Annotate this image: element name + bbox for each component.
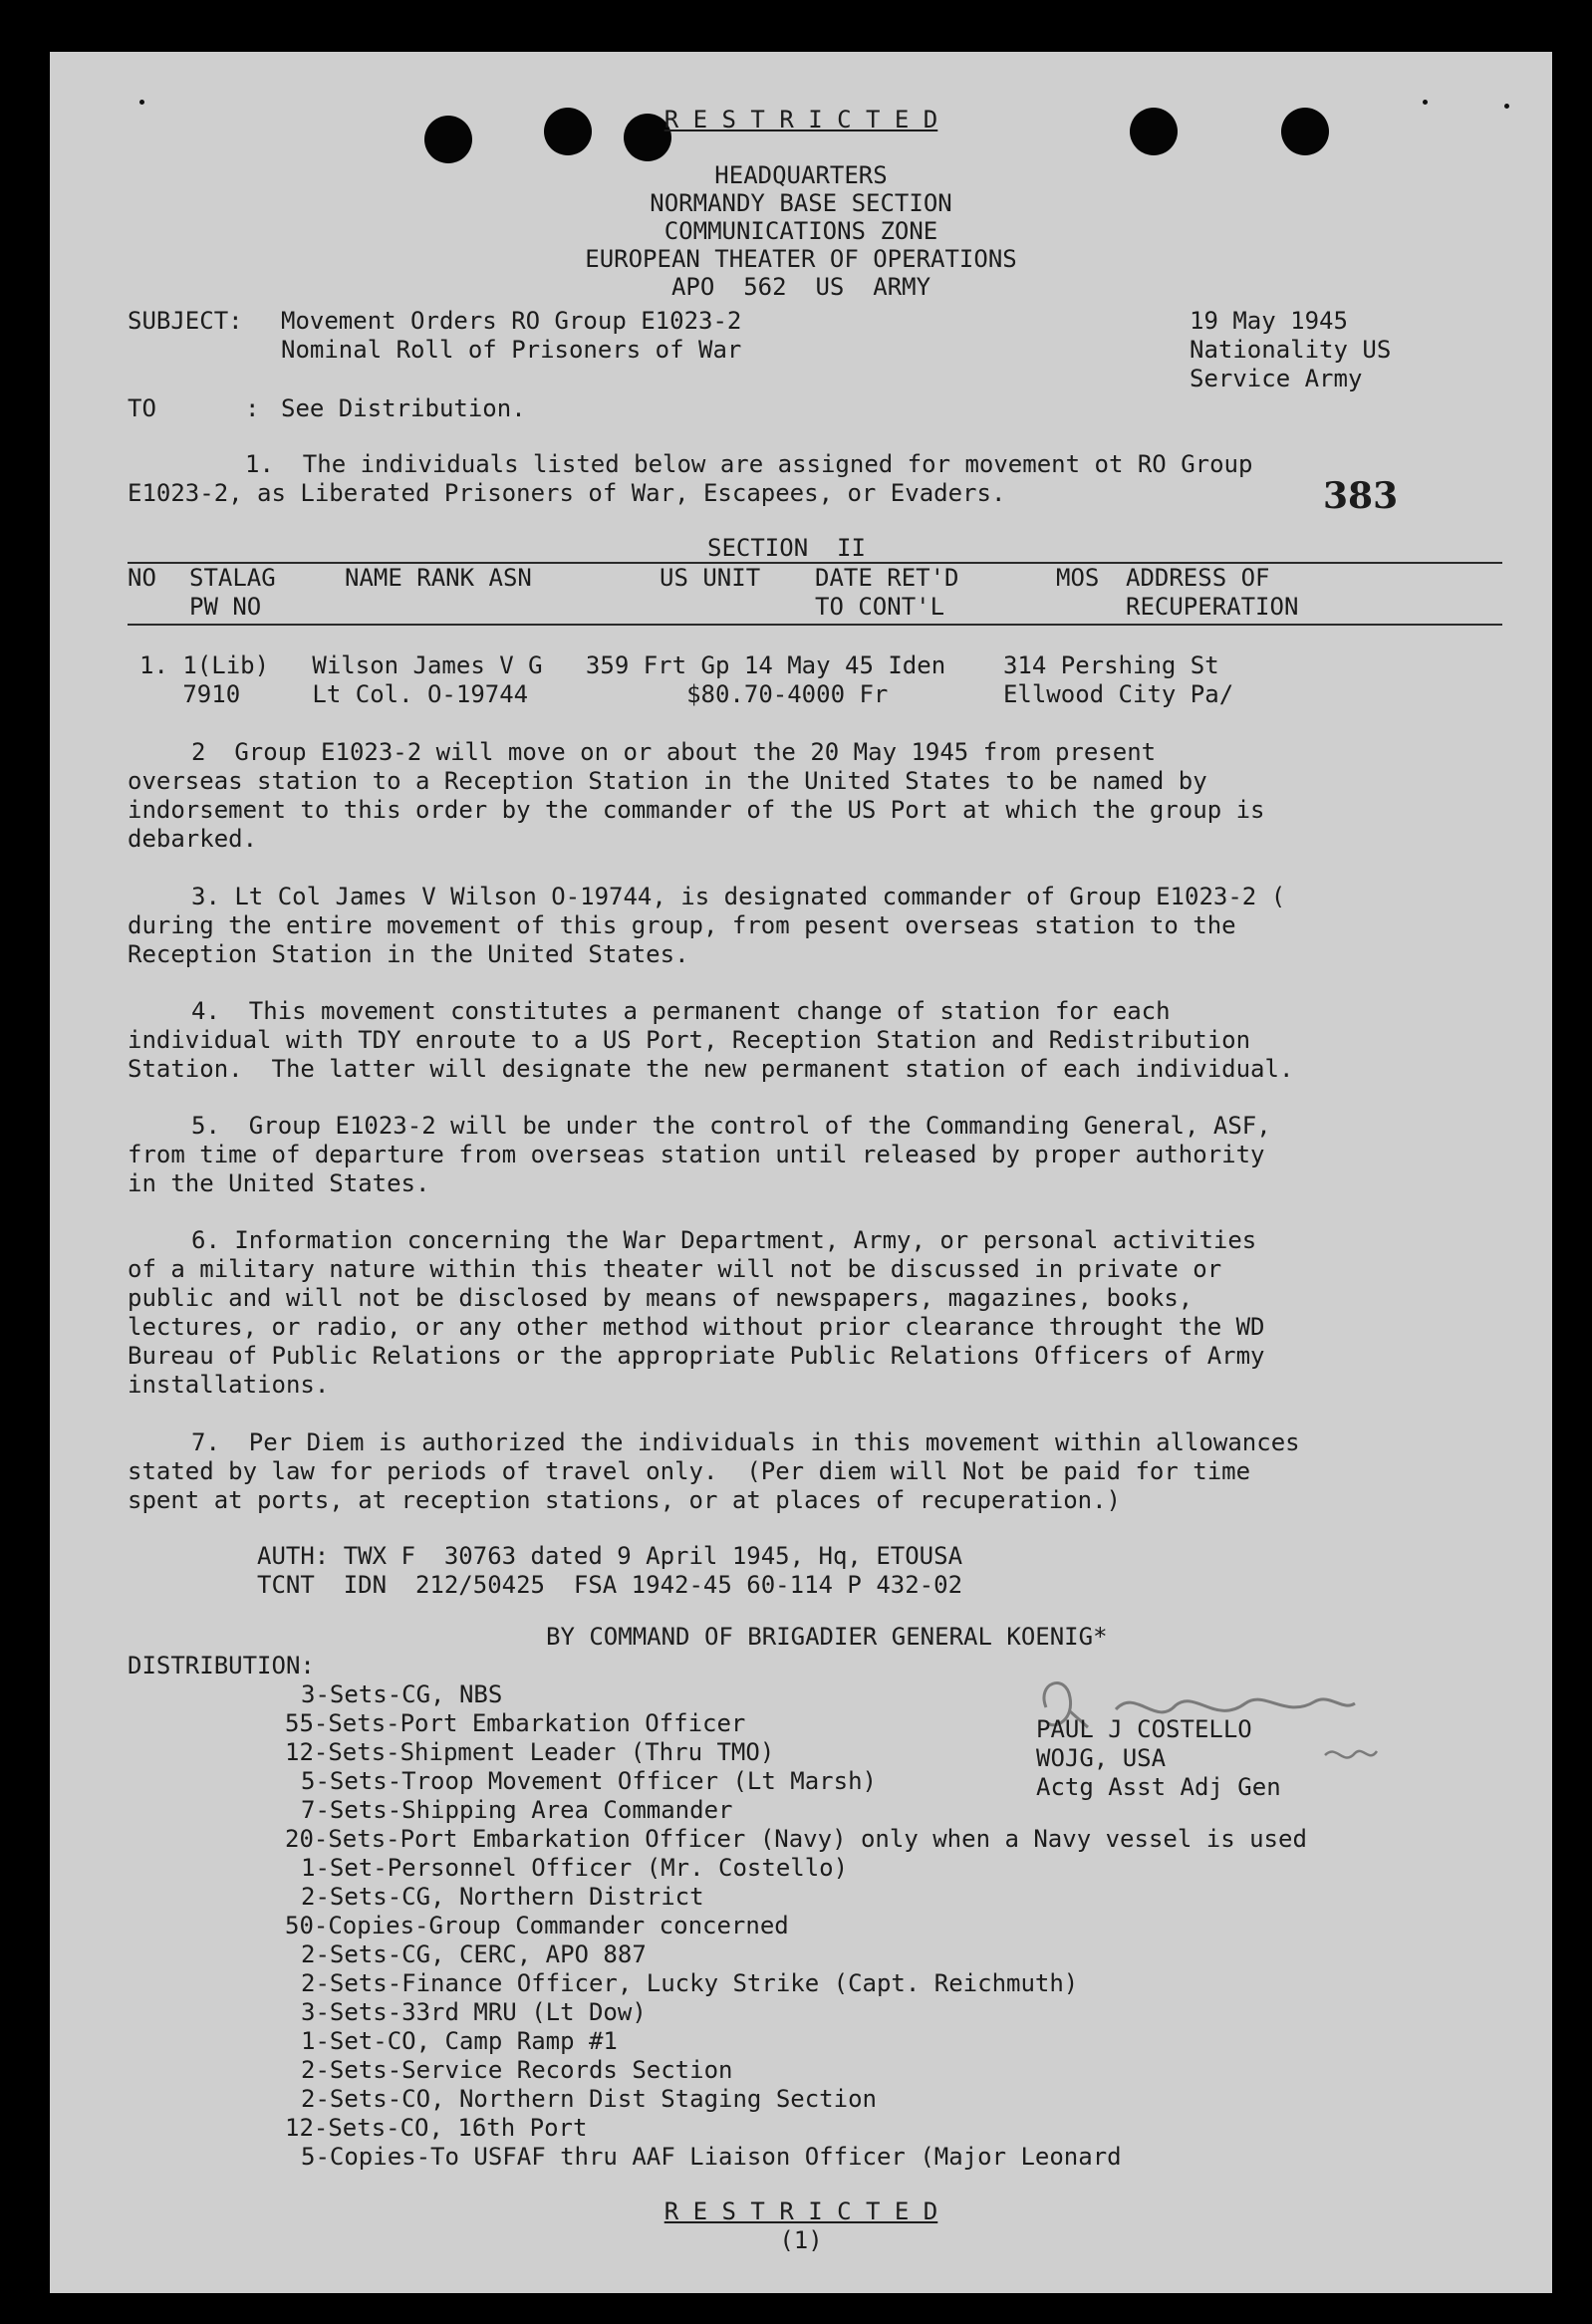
distribution-item: 55-Sets-Port Embarkation Officer xyxy=(285,1709,746,1737)
distribution-item: 12-Sets-CO, 16th Port xyxy=(285,2114,588,2142)
page-stamp: 383 xyxy=(1323,475,1399,517)
subject-label: SUBJECT: xyxy=(128,307,243,335)
signer-name: PAUL J COSTELLO xyxy=(1036,1715,1252,1743)
org-line: EUROPEAN THEATER OF OPERATIONS xyxy=(585,245,1017,273)
paragraph-line: 1. The individuals listed below are assigned for movement ot RO Group xyxy=(245,450,1253,478)
paragraph-line: 5. Group E1023-2 will be under the control of the Commanding General, ASF, xyxy=(191,1112,1271,1140)
col-date-1: DATE RET'D xyxy=(815,564,959,592)
distribution-item: 1-Set-CO, Camp Ramp #1 xyxy=(301,2027,618,2055)
col-pw-no: PW NO xyxy=(189,593,262,621)
col-address-1: ADDRESS OF xyxy=(1126,564,1270,592)
subject-line: Movement Orders RO Group E1023-2 xyxy=(281,307,742,335)
ink-dot xyxy=(1423,100,1428,105)
col-unit: US UNIT xyxy=(660,564,761,592)
paragraph-line: Bureau of Public Relations or the appropriate Public Relations Officers of Army xyxy=(128,1342,1265,1370)
paragraph-line: public and will not be disclosed by means of newspapers, magazines, books, xyxy=(128,1284,1194,1312)
to-colon: : xyxy=(245,394,260,422)
classification-bottom: R E S T R I C T E D xyxy=(663,2197,938,2225)
page-number: (1) xyxy=(779,2226,823,2254)
signer-title: Actg Asst Adj Gen xyxy=(1036,1773,1281,1801)
col-date-2: TO CONT'L xyxy=(815,593,945,621)
paragraph-line: installations. xyxy=(128,1371,330,1399)
distribution-item: 50-Copies-Group Commander concerned xyxy=(285,1912,789,1939)
auth-line: AUTH: TWX F 30763 dated 9 April 1945, Hq, ETOUSA xyxy=(257,1542,963,1570)
paragraph-line: overseas station to a Reception Station in the United States to be named by xyxy=(128,767,1207,795)
org-line: COMMUNICATIONS ZONE xyxy=(663,217,938,245)
col-name: NAME RANK ASN xyxy=(345,564,532,592)
org-line: HEADQUARTERS xyxy=(714,161,888,189)
command-line: BY COMMAND OF BRIGADIER GENERAL KOENIG* xyxy=(546,1623,1108,1651)
paragraph-line: 7. Per Diem is authorized the individuals in this movement within allowances xyxy=(191,1428,1300,1456)
paragraph-line: from time of departure from overseas station until released by proper authority xyxy=(128,1141,1265,1168)
distribution-label: DISTRIBUTION: xyxy=(128,1652,315,1679)
to-value: See Distribution. xyxy=(281,394,526,422)
col-mos: MOS xyxy=(1056,564,1100,592)
distribution-item: 5-Copies-To USFAF thru AAF Liaison Officer (Major Leonard xyxy=(301,2143,1122,2171)
distribution-item: 2-Sets-Finance Officer, Lucky Strike (Capt. Reichmuth) xyxy=(301,1969,1079,1997)
paragraph-line: during the entire movement of this group, from pesent overseas station to the xyxy=(128,911,1236,939)
paragraph-line: debarked. xyxy=(128,825,258,853)
distribution-item: 3-Sets-CG, NBS xyxy=(301,1680,503,1708)
distribution-item: 1-Set-Personnel Officer (Mr. Costello) xyxy=(301,1854,849,1882)
org-line: NORMANDY BASE SECTION xyxy=(650,189,952,217)
distribution-item: 2-Sets-CG, CERC, APO 887 xyxy=(301,1940,647,1968)
paragraph-line: spent at ports, at reception stations, or at places of recuperation.) xyxy=(128,1486,1121,1514)
col-no: NO xyxy=(128,564,156,592)
table-row: 1. 1(Lib) Wilson James V G 359 Frt Gp 14 May 45 Iden 314 Pershing St xyxy=(139,651,1219,679)
distribution-item: 2-Sets-CO, Northern Dist Staging Section xyxy=(301,2085,877,2113)
paragraph-line: individual with TDY enroute to a US Port, Reception Station and Redistribution xyxy=(128,1026,1251,1054)
paragraph-line: indorsement to this order by the commander of the US Port at which the group is xyxy=(128,796,1265,824)
paragraph-line: Reception Station in the United States. xyxy=(128,940,689,968)
paragraph-line: stated by law for periods of travel only. (Per diem will Not be paid for time xyxy=(128,1457,1251,1485)
table-row: 7910 Lt Col. O-19744 $80.70-4000 Fr Ellwood City Pa/ xyxy=(139,680,1234,708)
service: Service Army xyxy=(1190,365,1363,392)
distribution-item: 20-Sets-Port Embarkation Officer (Navy) only when a Navy vessel is used xyxy=(285,1825,1307,1853)
auth-line: TCNT IDN 212/50425 FSA 1942-45 60-114 P 432-02 xyxy=(257,1571,963,1599)
ink-dot xyxy=(139,100,144,105)
paragraph-line: in the United States. xyxy=(128,1169,430,1197)
paragraph-line: 2 Group E1023-2 will move on or about the 20 May 1945 from present xyxy=(191,738,1157,766)
to-label: TO xyxy=(128,394,156,422)
distribution-item: 5-Sets-Troop Movement Officer (Lt Marsh) xyxy=(301,1767,877,1795)
section-title: SECTION II xyxy=(707,534,866,562)
table-rule-bottom xyxy=(128,624,1502,626)
distribution-item: 7-Sets-Shipping Area Commander xyxy=(301,1796,733,1824)
distribution-item: 12-Sets-Shipment Leader (Thru TMO) xyxy=(285,1738,775,1766)
classification-top: R E S T R I C T E D xyxy=(663,106,938,133)
document-page xyxy=(50,52,1552,2293)
order-date: 19 May 1945 xyxy=(1190,307,1348,335)
paragraph-line: E1023-2, as Liberated Prisoners of War, Escapees, or Evaders. xyxy=(128,479,1006,507)
org-line: APO 562 US ARMY xyxy=(670,273,931,301)
signer-rank: WOJG, USA xyxy=(1036,1744,1167,1772)
paragraph-line: 3. Lt Col James V Wilson O-19744, is designated commander of Group E1023-2 ( xyxy=(191,883,1286,910)
col-address-2: RECUPERATION xyxy=(1126,593,1299,621)
paragraph-line: Station. The latter will designate the new permanent station of each individual. xyxy=(128,1055,1294,1083)
paragraph-line: 4. This movement constitutes a permanent change of station for each xyxy=(191,997,1171,1025)
distribution-item: 2-Sets-CG, Northern District xyxy=(301,1883,704,1911)
paragraph-line: 6. Information concerning the War Department, Army, or personal activities xyxy=(191,1226,1257,1254)
paragraph-line: of a military nature within this theater will not be discussed in private or xyxy=(128,1255,1222,1283)
distribution-item: 2-Sets-Service Records Section xyxy=(301,2056,733,2084)
nationality: Nationality US xyxy=(1190,336,1392,364)
col-stalag: STALAG xyxy=(189,564,276,592)
subject-line: Nominal Roll of Prisoners of War xyxy=(281,336,742,364)
distribution-item: 3-Sets-33rd MRU (Lt Dow) xyxy=(301,1998,647,2026)
paragraph-line: lectures, or radio, or any other method without prior clearance throught the WD xyxy=(128,1313,1265,1341)
